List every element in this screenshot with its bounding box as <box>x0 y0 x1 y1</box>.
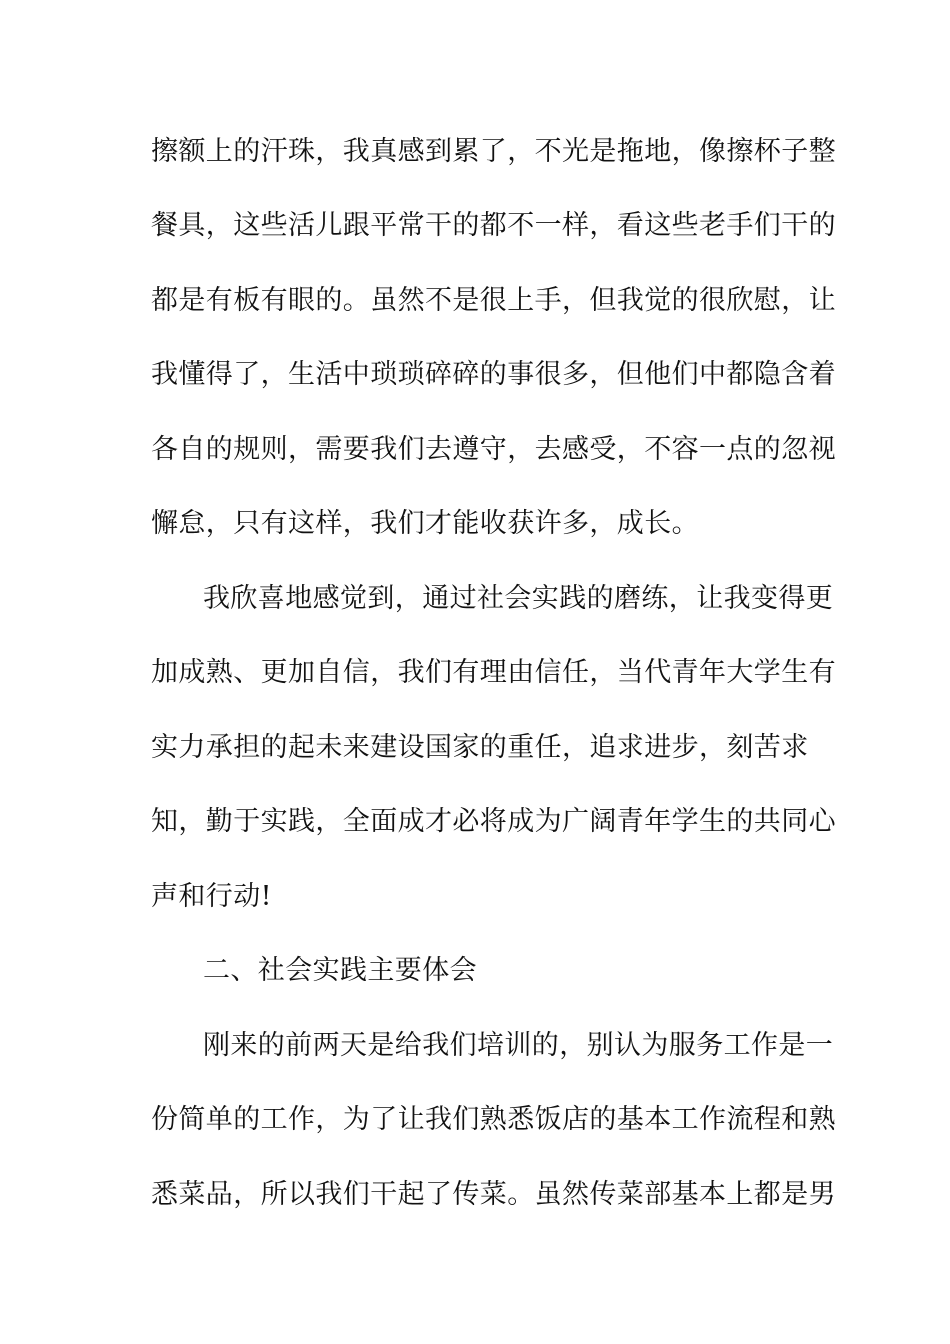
text-line: 加成熟、更加自信，我们有理由信任，当代青年大学生有 <box>151 657 836 688</box>
text-line: 刚来的前两天是给我们培训的，别认为服务工作是一 <box>203 1030 834 1061</box>
text-line: 都是有板有眼的。虽然不是很上手，但我觉的很欣慰，让 <box>151 285 836 316</box>
section-heading: 二、社会实践主要体会 <box>203 955 477 986</box>
text-line: 懈怠，只有这样，我们才能收获许多，成长。 <box>151 508 699 539</box>
text-line: 各自的规则，需要我们去遵守，去感受，不容一点的忽视 <box>151 434 836 465</box>
text-line: 我懂得了，生活中琐琐碎碎的事很多，但他们中都隐含着 <box>151 359 836 390</box>
text-line: 悉菜品，所以我们干起了传菜。虽然传菜部基本上都是男 <box>151 1179 836 1210</box>
text-line: 知，勤于实践，全面成才必将成为广阔青年学生的共同心 <box>151 806 836 837</box>
text-line: 份简单的工作，为了让我们熟悉饭店的基本工作流程和熟 <box>151 1104 836 1135</box>
text-line: 我欣喜地感觉到，通过社会实践的磨练，让我变得更 <box>203 583 834 614</box>
text-line: 擦额上的汗珠，我真感到累了，不光是拖地，像擦杯子整 <box>151 136 836 167</box>
text-line: 实力承担的起未来建设国家的重任，追求进步，刻苦求 <box>151 732 809 763</box>
text-line: 餐具，这些活儿跟平常干的都不一样，看这些老手们干的 <box>151 210 836 241</box>
text-line: 声和行动! <box>151 881 272 912</box>
